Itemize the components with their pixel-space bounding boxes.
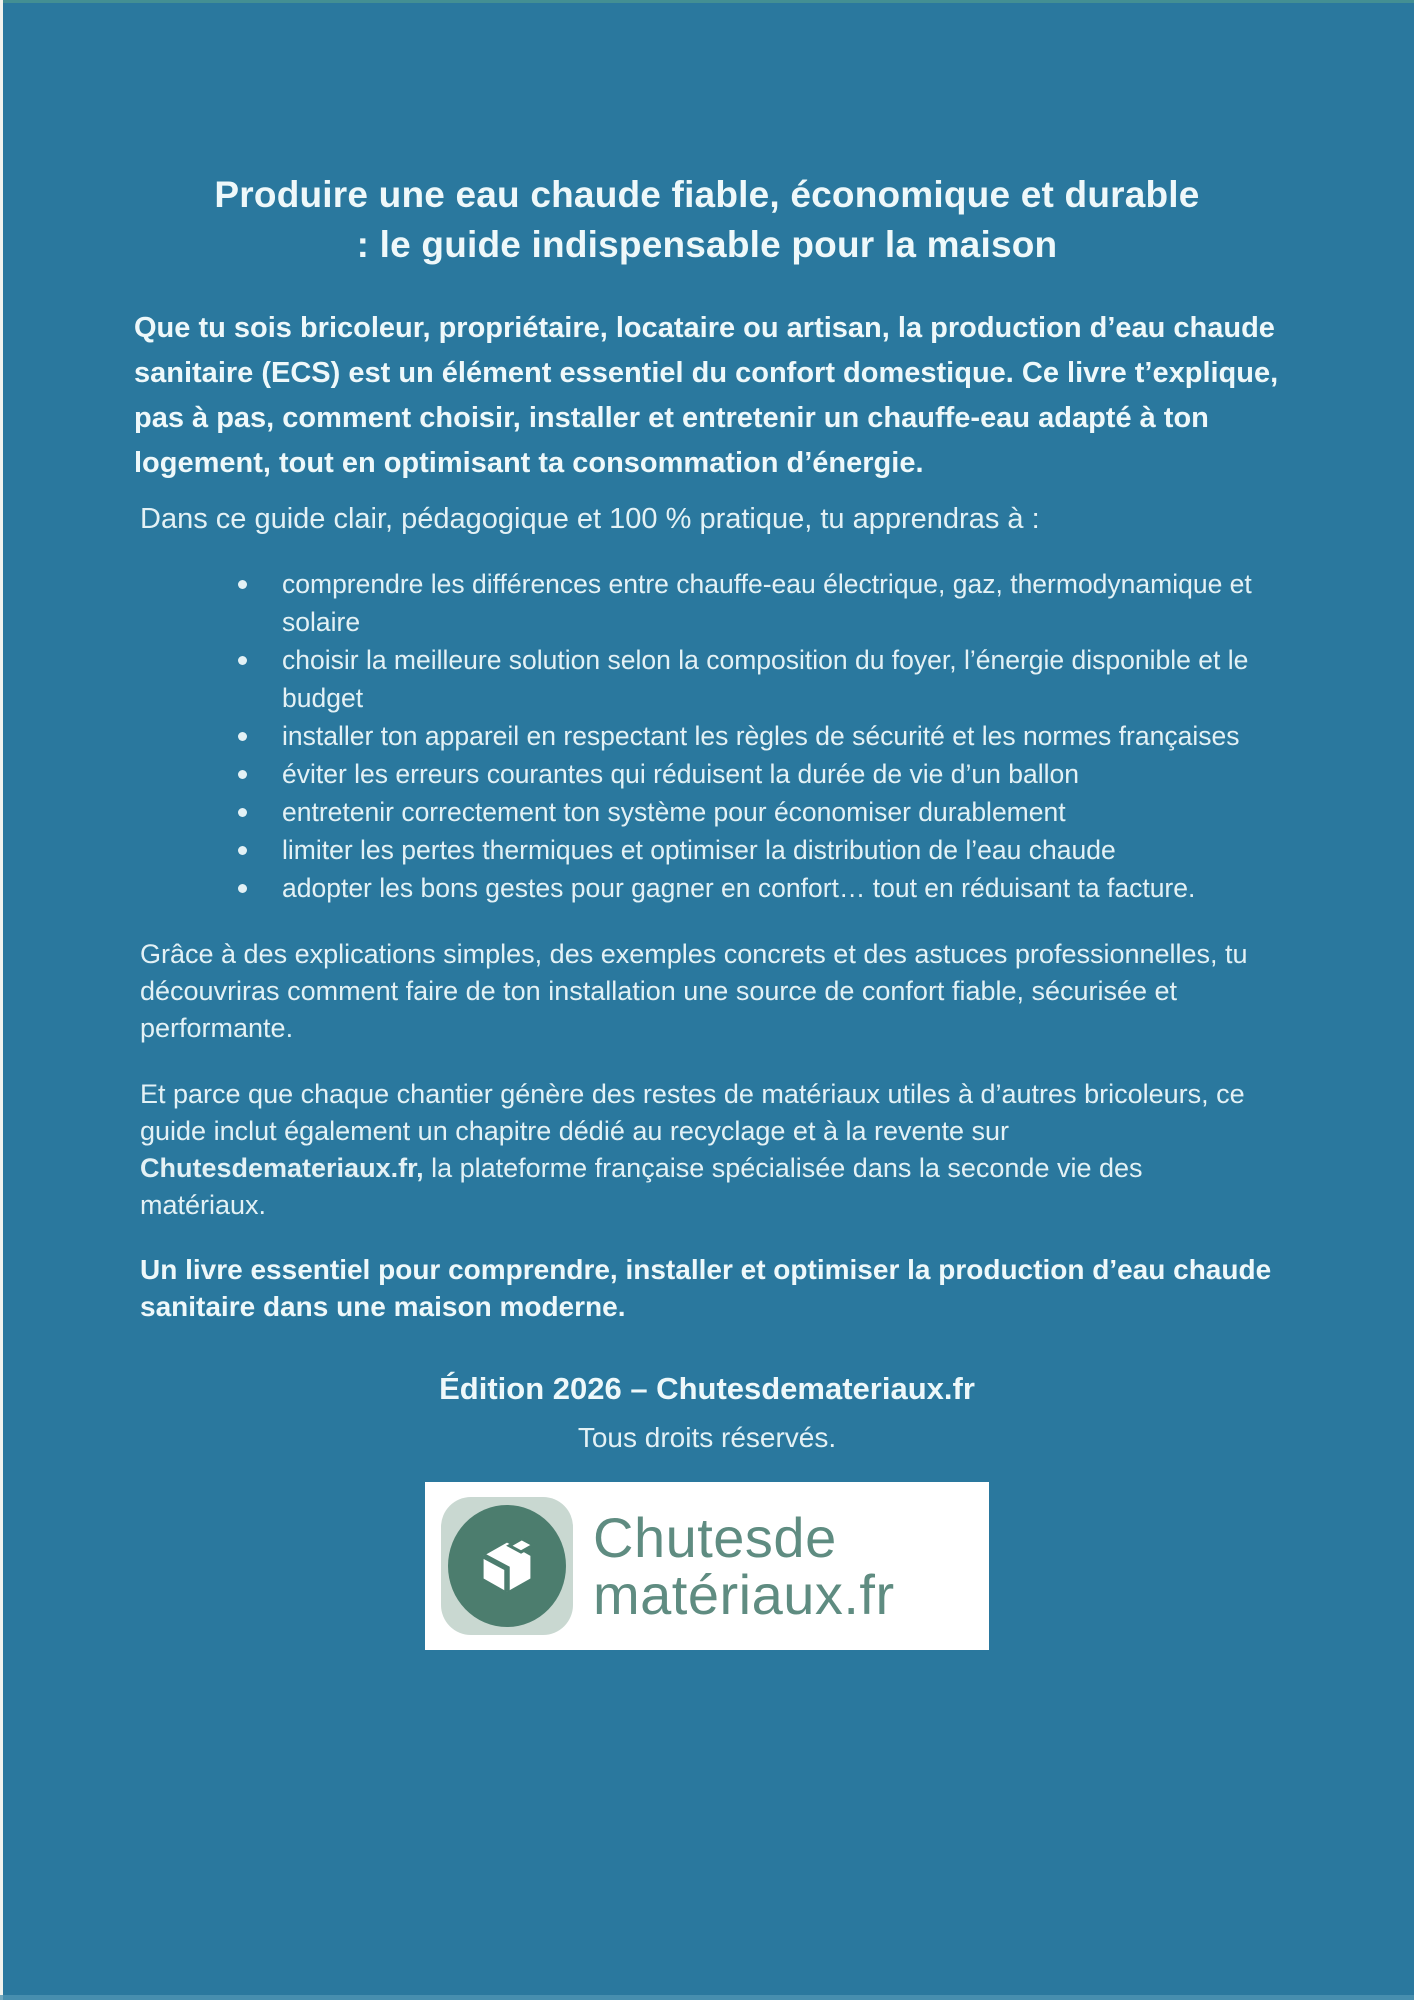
list-item: installer ton appareil en respectant les règles de sécurité et les normes françaises <box>134 717 1274 755</box>
intro-paragraph: Que tu sois bricoleur, propriétaire, locataire ou artisan, la production d’eau chaude sanitaire (ECS) est un élément essentiel du confort domestique. Ce livre t’explique, pas à pas, comment choisir, installer et entretenir un chauffe-eau adapté à ton logement, tout en optimisant ta consommation d’énergie. <box>134 312 1279 479</box>
paragraph-recycling <box>134 1076 1275 1224</box>
left-edge-line <box>0 0 3 2000</box>
paragraph-recycling-post: la plateforme française spécialisée dans la seconde vie des matériaux. <box>140 1153 1143 1220</box>
paragraph-advantages: Grâce à des explications simples, des exemples concrets et des astuces professionnelles, tu découvriras comment faire de ton installation une source de confort fiable, sécurisée et performante. <box>140 939 1248 1043</box>
logo-wordmark-line-1: Chutesde <box>593 1506 837 1569</box>
list-item: choisir la meilleure solution selon la composition du foyer, l’énergie disponible et le budget <box>134 641 1274 717</box>
bottom-edge-line <box>0 1995 1414 2000</box>
list-item: éviter les erreurs courantes qui réduisent la durée de vie d’un ballon <box>134 755 1274 793</box>
list-item: limiter les pertes thermiques et optimiser la distribution de l’eau chaude <box>134 831 1274 869</box>
cube-recycle-icon <box>468 1527 546 1605</box>
publisher-logo <box>425 1482 989 1650</box>
rights-line: Tous droits réservés. <box>577 1422 837 1453</box>
edition-line: Édition 2026 – Chutesdemateriaux.fr <box>439 1371 975 1406</box>
list-item: comprendre les différences entre chauffe-eau électrique, gaz, thermodynamique et solaire <box>134 565 1274 641</box>
title-line-2: : le guide indispensable pour la maison <box>356 224 1058 265</box>
list-item: entretenir correctement ton système pour économiser durablement <box>134 793 1274 831</box>
logo-wordmark <box>593 1506 895 1626</box>
list-item: adopter les bons gestes pour gagner en confort… tout en réduisant ta facture. <box>134 869 1274 907</box>
closing-paragraph: Un livre essentiel pour comprendre, installer et optimiser la production d’eau chaude sanitaire dans une maison moderne. <box>140 1254 1272 1322</box>
logo-wordmark-line-2: matériaux.fr <box>593 1563 895 1626</box>
title-line-1: Produire une eau chaude fiable, économique et durable <box>214 174 1200 215</box>
top-edge-line <box>0 0 1414 3</box>
brand-name: Chutesdemateriaux.fr, <box>140 1153 424 1183</box>
cover-content <box>134 0 1280 1650</box>
list-intro: Dans ce guide clair, pédagogique et 100 % pratique, tu apprendras à : <box>140 503 1040 535</box>
page-title <box>134 170 1280 270</box>
paragraph-recycling-pre: Et parce que chaque chantier génère des restes de matériaux utiles à d’autres bricoleurs, ce guide inclut également un chapitre dédié au recyclage et à la revente sur <box>140 1079 1245 1146</box>
logo-circle <box>448 1505 566 1627</box>
logo-app-tile <box>441 1497 573 1635</box>
benefits-list <box>134 565 1280 907</box>
